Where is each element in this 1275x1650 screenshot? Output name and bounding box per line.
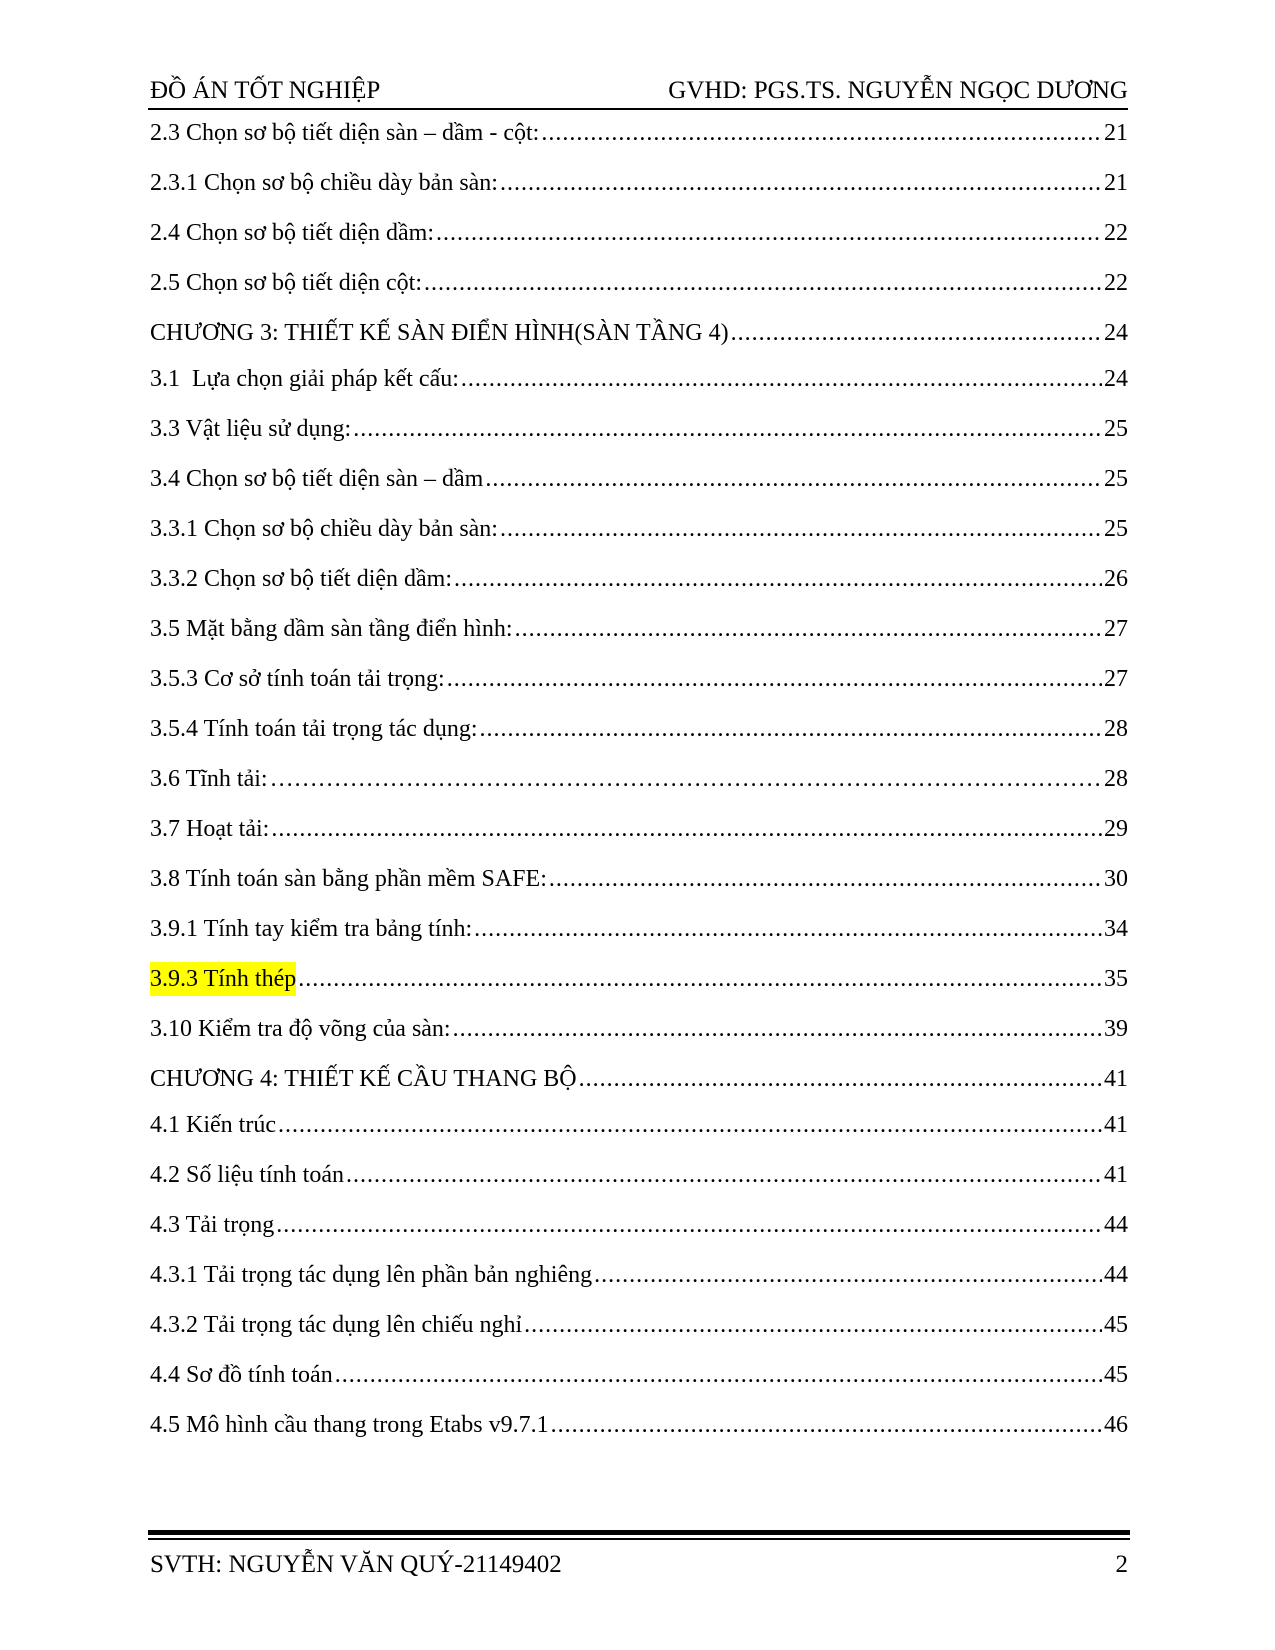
toc-entry[interactable] [150, 410, 1128, 446]
toc-dot-leader [276, 1208, 1102, 1242]
toc-entry-page: 25 [1104, 516, 1128, 542]
toc-entry-label: 3.3.1 Chọn sơ bộ chiều dày bản sàn: [150, 516, 498, 542]
toc-entry-page: 35 [1104, 966, 1128, 992]
header-supervisor: GVHD: PGS.TS. NGUYỄN NGỌC DƯƠNG [668, 77, 1128, 104]
toc-dot-leader [731, 316, 1102, 350]
toc-dot-leader [500, 512, 1102, 546]
toc-entry[interactable] [150, 1356, 1128, 1392]
toc-entry-page: 25 [1104, 416, 1128, 442]
toc-chapter-entry[interactable] [150, 1060, 1128, 1096]
toc-entry-label: 3.7 Hoạt tải: [150, 816, 270, 842]
toc-entry[interactable] [150, 214, 1128, 250]
toc-entry-label: 3.5 Mặt bằng dầm sàn tầng điển hình: [150, 616, 513, 642]
toc-entry[interactable] [150, 114, 1128, 150]
toc-entry-label: 3.8 Tính toán sàn bằng phần mềm SAFE: [150, 866, 547, 892]
toc-dot-leader [346, 1158, 1102, 1192]
toc-entry-page: 25 [1104, 466, 1128, 492]
toc-dot-leader [424, 266, 1102, 300]
toc-dot-leader [594, 1258, 1102, 1292]
toc-entry-label: 4.4 Sơ đồ tính toán [150, 1362, 333, 1388]
toc-entry-page: 29 [1104, 816, 1128, 842]
toc-dot-leader [298, 962, 1102, 996]
toc-entry[interactable] [150, 660, 1128, 696]
toc-entry[interactable] [150, 710, 1128, 746]
toc-dot-leader [454, 562, 1102, 596]
toc-chapter-entry[interactable] [150, 314, 1128, 350]
toc-entry-label: CHƯƠNG 4: THIẾT KẾ CẦU THANG BỘ [150, 1066, 577, 1092]
toc-dot-leader [579, 1062, 1102, 1096]
toc-entry-page: 34 [1104, 916, 1128, 942]
toc-ellipsis-leader [270, 762, 1102, 796]
toc-entry-page: 30 [1104, 866, 1128, 892]
toc-dot-leader [271, 812, 1102, 846]
toc-entry[interactable] [150, 810, 1128, 846]
toc-entry-page: 46 [1104, 1412, 1128, 1438]
toc-dot-leader [515, 612, 1102, 646]
toc-entry[interactable] [150, 560, 1128, 596]
header-divider [148, 108, 1128, 110]
toc-entry-label: 2.3.1 Chọn sơ bộ chiều dày bản sàn: [150, 170, 498, 196]
toc-entry-page: 26 [1104, 566, 1128, 592]
toc-dot-leader [480, 712, 1102, 746]
page-number: 2 [1115, 1551, 1128, 1578]
toc-entry[interactable] [150, 460, 1128, 496]
footer-student: SVTH: NGUYỄN VĂN QUÝ-21149402 [150, 1551, 562, 1578]
footer-divider-thin [148, 1538, 1130, 1540]
toc-dot-leader [335, 1358, 1102, 1392]
toc-entry-label: 2.5 Chọn sơ bộ tiết diện cột: [150, 270, 423, 296]
toc-entry-label: 3.3 Vật liệu sử dụng: [150, 416, 352, 442]
toc-entry-label: 4.2 Số liệu tính toán [150, 1162, 344, 1188]
toc-entry-page: 24 [1104, 366, 1128, 392]
footer-divider-thick [148, 1530, 1130, 1535]
toc-entry-page: 24 [1104, 320, 1128, 346]
toc-dot-leader [436, 216, 1102, 250]
toc-dot-leader [524, 1308, 1102, 1342]
toc-entry[interactable] [150, 164, 1128, 200]
toc-entry[interactable] [150, 610, 1128, 646]
toc-dot-leader [500, 166, 1102, 200]
toc-entry-page: 44 [1104, 1262, 1128, 1288]
toc-entry-page: 22 [1104, 270, 1128, 296]
toc-entry-page: 44 [1104, 1212, 1128, 1238]
toc-entry-page: 28 [1104, 716, 1128, 742]
toc-entry-page: 41 [1104, 1162, 1128, 1188]
toc-entry[interactable] [150, 760, 1128, 796]
toc-dot-leader [353, 412, 1102, 446]
toc-entry[interactable] [150, 1106, 1128, 1142]
toc-entry-label: 4.3 Tải trọng [150, 1212, 275, 1238]
toc-dot-leader [551, 1408, 1102, 1442]
toc-entry-page: 39 [1104, 1016, 1128, 1042]
page-footer [150, 1548, 1128, 1582]
header-title: ĐỒ ÁN TỐT NGHIỆP [150, 77, 381, 104]
toc-entry[interactable] [150, 510, 1128, 546]
toc-entry[interactable] [150, 1206, 1128, 1242]
toc-entry-label: 4.3.2 Tải trọng tác dụng lên chiếu nghỉ [150, 1312, 523, 1338]
toc-entry-label: 3.9.3 Tính thép [150, 962, 296, 996]
toc-entry-page: 21 [1104, 170, 1128, 196]
toc-entry[interactable] [150, 1256, 1128, 1292]
toc-dot-leader [474, 912, 1102, 946]
toc-entry-label: 3.1 Lựa chọn giải pháp kết cấu: [150, 366, 459, 392]
toc-entry-page: 28 [1104, 766, 1128, 792]
toc-dot-leader [278, 1108, 1102, 1142]
toc-entry[interactable] [150, 910, 1128, 946]
toc-entry-label: CHƯƠNG 3: THIẾT KẾ SÀN ĐIỂN HÌNH(SÀN TẦNG 4) [150, 320, 729, 346]
toc-entry-highlighted[interactable] [150, 960, 1128, 996]
toc-entry-page: 45 [1104, 1362, 1128, 1388]
toc-entry-page: 21 [1104, 120, 1128, 146]
toc-entry-page: 41 [1104, 1112, 1128, 1138]
toc-dot-leader [549, 862, 1102, 896]
toc-entry-label: 4.1 Kiến trúc [150, 1112, 276, 1138]
toc-entry[interactable] [150, 1156, 1128, 1192]
toc-entry-label: 4.5 Mô hình cầu thang trong Etabs v9.7.1 [150, 1412, 549, 1438]
toc-entry-label: 3.10 Kiểm tra độ võng của sàn: [150, 1016, 451, 1042]
toc-entry[interactable] [150, 1010, 1128, 1046]
toc-entry[interactable] [150, 1406, 1128, 1442]
toc-entry-label: 2.4 Chọn sơ bộ tiết diện dầm: [150, 220, 435, 246]
toc-dot-leader [485, 462, 1102, 496]
toc-entry-page: 22 [1104, 220, 1128, 246]
toc-dot-leader [447, 662, 1102, 696]
toc-dot-leader [453, 1012, 1102, 1046]
toc-entry-label: 3.5.4 Tính toán tải trọng tác dụng: [150, 716, 478, 742]
toc-entry-page: 41 [1104, 1066, 1128, 1092]
toc-entry-label: 4.3.1 Tải trọng tác dụng lên phần bản nghiêng [150, 1262, 593, 1288]
toc-entry-page: 45 [1104, 1312, 1128, 1338]
toc-entry[interactable] [150, 360, 1128, 396]
toc-entry-page: 27 [1104, 616, 1128, 642]
toc-dot-leader [461, 362, 1102, 396]
toc-entry[interactable] [150, 264, 1128, 300]
toc-entry[interactable] [150, 860, 1128, 896]
toc-entry[interactable] [150, 1306, 1128, 1342]
toc-dot-leader [541, 116, 1102, 150]
toc-entry-label: 3.3.2 Chọn sơ bộ tiết diện dầm: [150, 566, 453, 592]
toc-entry-label: 2.3 Chọn sơ bộ tiết diện sàn – dầm - cột: [150, 120, 540, 146]
toc-entry-label: 3.6 Tĩnh tải: [150, 766, 268, 792]
toc-entry-label: 3.9.1 Tính tay kiểm tra bảng tính: [150, 916, 473, 942]
toc-entry-label: 3.4 Chọn sơ bộ tiết diện sàn – dầm [150, 466, 484, 492]
toc-entry-label: 3.5.3 Cơ sở tính toán tải trọng: [150, 666, 445, 692]
toc-entry-page: 27 [1104, 666, 1128, 692]
page-header [150, 74, 1128, 108]
